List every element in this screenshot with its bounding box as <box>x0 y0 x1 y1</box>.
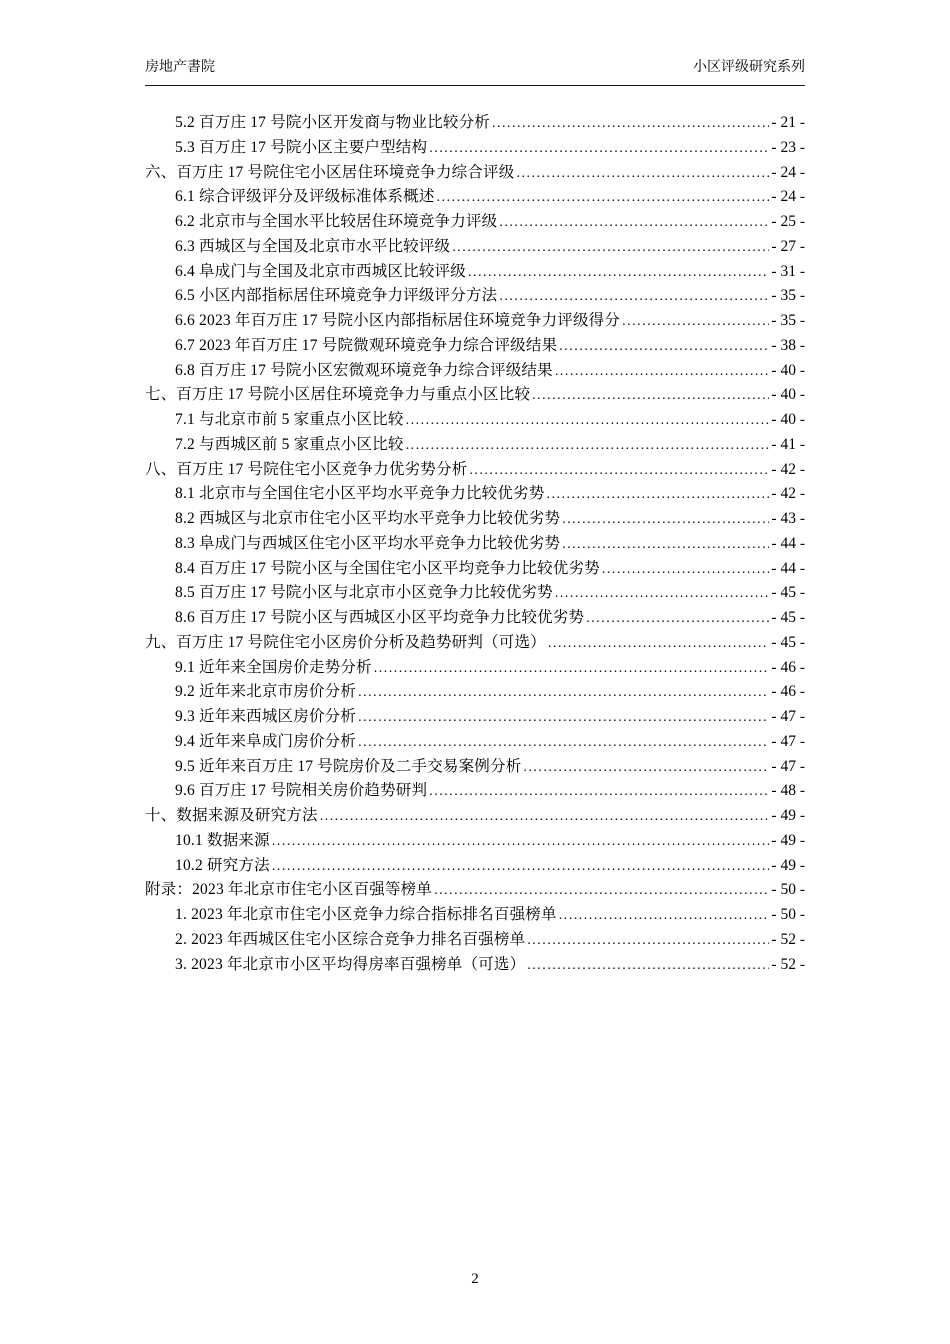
toc-entry-title: 十、数据来源及研究方法 <box>145 807 318 824</box>
dot-leader <box>602 560 770 578</box>
toc-entry-title: 6.8 百万庄 17 号院小区宏微观环境竞争力综合评级结果 <box>175 361 553 379</box>
dot-leader <box>406 411 770 429</box>
toc-entry[interactable] <box>145 110 805 135</box>
header-left-text: 房地产書院 <box>145 60 215 75</box>
toc-entry[interactable] <box>145 580 805 605</box>
dot-leader <box>516 164 769 182</box>
toc-entry-page: - 40 - <box>771 361 805 379</box>
toc-entry-title: 6.4 阜成门与全国及北京市西城区比较评级 <box>175 262 466 280</box>
toc-entry-page: - 25 - <box>771 213 805 230</box>
toc-entry-page: - 45 - <box>771 609 805 626</box>
toc-entry-title: 3. 2023 年北京市小区平均得房率百强榜单（可选） <box>175 955 526 973</box>
toc-entry[interactable] <box>145 457 805 482</box>
toc-entry[interactable] <box>145 877 805 902</box>
dot-leader <box>546 485 769 503</box>
toc-entry-page: - 48 - <box>771 782 805 800</box>
dot-leader <box>559 906 770 924</box>
dot-leader <box>358 708 769 726</box>
toc-entry[interactable] <box>145 432 805 457</box>
dot-leader <box>562 510 769 528</box>
toc-entry[interactable] <box>145 828 805 853</box>
toc-entry-title: 9.5 近年来百万庄 17 号院房价及二手交易案例分析 <box>175 757 522 775</box>
document-header <box>145 56 805 86</box>
toc-entry-title: 7.1 与北京市前 5 家重点小区比较 <box>175 411 404 428</box>
toc-entry-page: - 40 - <box>771 411 805 428</box>
toc-entry[interactable] <box>145 407 805 432</box>
toc-entry-page: - 46 - <box>771 683 805 701</box>
toc-entry-title: 6.6 2023 年百万庄 17 号院小区内部指标居住环境竞争力评级得分 <box>175 312 621 329</box>
dot-leader <box>548 634 770 652</box>
toc-entry-page: - 49 - <box>771 856 805 874</box>
toc-entry-page: - 42 - <box>771 485 805 503</box>
dot-leader <box>320 807 770 825</box>
toc-entry-page: - 23 - <box>771 138 805 156</box>
toc-entry-page: - 40 - <box>771 386 805 404</box>
toc-entry-page: - 47 - <box>771 708 805 725</box>
dot-leader <box>272 857 770 875</box>
toc-entry[interactable] <box>145 358 805 383</box>
toc-entry-page: - 35 - <box>771 312 805 329</box>
toc-entry-title: 9.3 近年来西城区房价分析 <box>175 708 357 725</box>
toc-entry[interactable] <box>145 135 805 160</box>
toc-entry-title: 9.4 近年来阜成门房价分析 <box>175 732 357 750</box>
toc-entry-page: - 49 - <box>771 807 805 824</box>
table-of-contents <box>145 110 805 976</box>
toc-entry-page: - 21 - <box>771 114 805 131</box>
toc-entry-title: 9.6 百万庄 17 号院相关房价趋势研判 <box>175 782 428 800</box>
dot-leader <box>358 683 769 701</box>
toc-entry-page: - 52 - <box>771 930 805 948</box>
toc-entry[interactable] <box>145 184 805 209</box>
toc-entry-title: 6.2 北京市与全国水平比较居住环境竞争力评级 <box>175 213 498 230</box>
toc-entry-title: 8.4 百万庄 17 号院小区与全国住宅小区平均竞争力比较优劣势 <box>175 559 600 577</box>
header-right-text: 小区评级研究系列 <box>693 60 805 75</box>
toc-entry[interactable] <box>145 259 805 284</box>
toc-entry[interactable] <box>145 308 805 333</box>
toc-entry-title: 六、百万庄 17 号院住宅小区居住环境竞争力综合评级 <box>145 163 515 181</box>
toc-entry-title: 10.1 数据来源 <box>175 831 270 849</box>
dot-leader <box>358 733 769 751</box>
toc-entry-page: - 52 - <box>771 955 805 973</box>
toc-entry-page: - 49 - <box>771 831 805 849</box>
toc-entry[interactable] <box>145 160 805 185</box>
page-number: 2 <box>471 1271 479 1287</box>
toc-entry-title: 6.5 小区内部指标居住环境竞争力评级评分方法 <box>175 287 498 305</box>
toc-entry-title: 10.2 研究方法 <box>175 856 270 874</box>
dot-leader <box>434 881 769 899</box>
toc-entry[interactable] <box>145 927 805 952</box>
toc-entry-page: - 27 - <box>771 237 805 255</box>
toc-entry-title: 8.2 西城区与北京市住宅小区平均水平竞争力比较优劣势 <box>175 510 561 527</box>
dot-leader <box>586 609 769 627</box>
dot-leader <box>555 362 770 380</box>
toc-entry[interactable] <box>145 382 805 407</box>
dot-leader <box>532 386 769 404</box>
dot-leader <box>437 188 770 206</box>
toc-entry-title: 6.1 综合评级评分及评级标准体系概述 <box>175 188 435 206</box>
toc-entry-page: - 47 - <box>771 757 805 775</box>
toc-entry[interactable] <box>145 333 805 358</box>
dot-leader <box>429 782 769 800</box>
toc-entry-page: - 50 - <box>771 881 805 899</box>
toc-entry-page: - 45 - <box>771 633 805 651</box>
toc-entry-page: - 24 - <box>771 188 805 206</box>
toc-entry-page: - 35 - <box>771 287 805 305</box>
toc-entry[interactable] <box>145 531 805 556</box>
dot-leader <box>469 461 769 479</box>
toc-entry-page: - 31 - <box>771 262 805 280</box>
toc-entry-title: 1. 2023 年北京市住宅小区竞争力综合指标排名百强榜单 <box>175 906 557 923</box>
toc-entry-page: - 44 - <box>771 559 805 577</box>
toc-entry-page: - 44 - <box>771 534 805 552</box>
toc-entry[interactable] <box>145 209 805 234</box>
toc-entry-title: 5.3 百万庄 17 号院小区主要户型结构 <box>175 138 428 156</box>
toc-entry-page: - 24 - <box>771 163 805 181</box>
toc-entry-page: - 43 - <box>771 510 805 527</box>
dot-leader <box>523 758 769 776</box>
toc-entry-title: 2. 2023 年西城区住宅小区综合竞争力排名百强榜单 <box>175 930 526 948</box>
toc-entry[interactable] <box>145 283 805 308</box>
dot-leader <box>562 535 769 553</box>
dot-leader <box>499 213 769 231</box>
toc-entry-title: 8.6 百万庄 17 号院小区与西城区小区平均竞争力比较优劣势 <box>175 609 585 626</box>
toc-entry[interactable] <box>145 902 805 927</box>
toc-entry-title: 8.1 北京市与全国住宅小区平均水平竞争力比较优劣势 <box>175 485 545 503</box>
toc-entry[interactable] <box>145 778 805 803</box>
toc-entry-page: - 38 - <box>771 336 805 354</box>
dot-leader <box>555 584 770 602</box>
toc-entry-title: 5.2 百万庄 17 号院小区开发商与物业比较分析 <box>175 114 491 131</box>
toc-entry[interactable] <box>145 754 805 779</box>
toc-entry-title: 6.3 西城区与全国及北京市水平比较评级 <box>175 237 451 255</box>
toc-entry[interactable] <box>145 679 805 704</box>
dot-leader <box>452 238 769 256</box>
toc-entry[interactable] <box>145 556 805 581</box>
dot-leader <box>406 436 770 454</box>
toc-entry-page: - 50 - <box>771 906 805 923</box>
toc-entry-title: 九、百万庄 17 号院住宅小区房价分析及趋势研判（可选） <box>145 633 546 651</box>
toc-entry-title: 6.7 2023 年百万庄 17 号院微观环境竞争力综合评级结果 <box>175 336 558 354</box>
dot-leader <box>492 114 769 132</box>
toc-entry[interactable] <box>145 481 805 506</box>
toc-entry-title: 8.5 百万庄 17 号院小区与北京市小区竞争力比较优劣势 <box>175 584 553 602</box>
toc-entry-page: - 47 - <box>771 732 805 750</box>
toc-entry[interactable] <box>145 234 805 259</box>
toc-entry-title: 七、百万庄 17 号院小区居住环境竞争力与重点小区比较 <box>145 386 531 404</box>
dot-leader <box>499 287 769 305</box>
dot-leader <box>468 263 769 281</box>
toc-entry-page: - 42 - <box>771 460 805 478</box>
toc-entry-title: 八、百万庄 17 号院住宅小区竞争力优劣势分析 <box>145 460 468 478</box>
dot-leader <box>374 659 770 677</box>
dot-leader <box>527 956 769 974</box>
toc-entry[interactable] <box>145 803 805 828</box>
toc-entry-title: 8.3 阜成门与西城区住宅小区平均水平竞争力比较优劣势 <box>175 534 561 552</box>
toc-entry-title: 附录：2023 年北京市住宅小区百强等榜单 <box>145 881 433 899</box>
toc-entry[interactable] <box>145 704 805 729</box>
toc-entry[interactable] <box>145 729 805 754</box>
dot-leader <box>272 832 770 850</box>
toc-entry-page: - 41 - <box>771 435 805 453</box>
toc-entry[interactable] <box>145 605 805 630</box>
toc-entry[interactable] <box>145 655 805 680</box>
toc-entry-title: 7.2 与西城区前 5 家重点小区比较 <box>175 435 404 453</box>
dot-leader <box>622 312 769 330</box>
toc-entry-title: 9.1 近年来全国房价走势分析 <box>175 658 372 676</box>
toc-entry-page: - 46 - <box>771 658 805 676</box>
toc-entry[interactable] <box>145 952 805 977</box>
dot-leader <box>429 139 769 157</box>
dot-leader <box>527 931 769 949</box>
dot-leader <box>559 337 769 355</box>
toc-entry[interactable] <box>145 630 805 655</box>
toc-entry[interactable] <box>145 853 805 878</box>
toc-entry-title: 9.2 近年来北京市房价分析 <box>175 683 357 701</box>
toc-entry-page: - 45 - <box>771 584 805 602</box>
toc-entry[interactable] <box>145 506 805 531</box>
page-footer <box>0 1271 950 1288</box>
